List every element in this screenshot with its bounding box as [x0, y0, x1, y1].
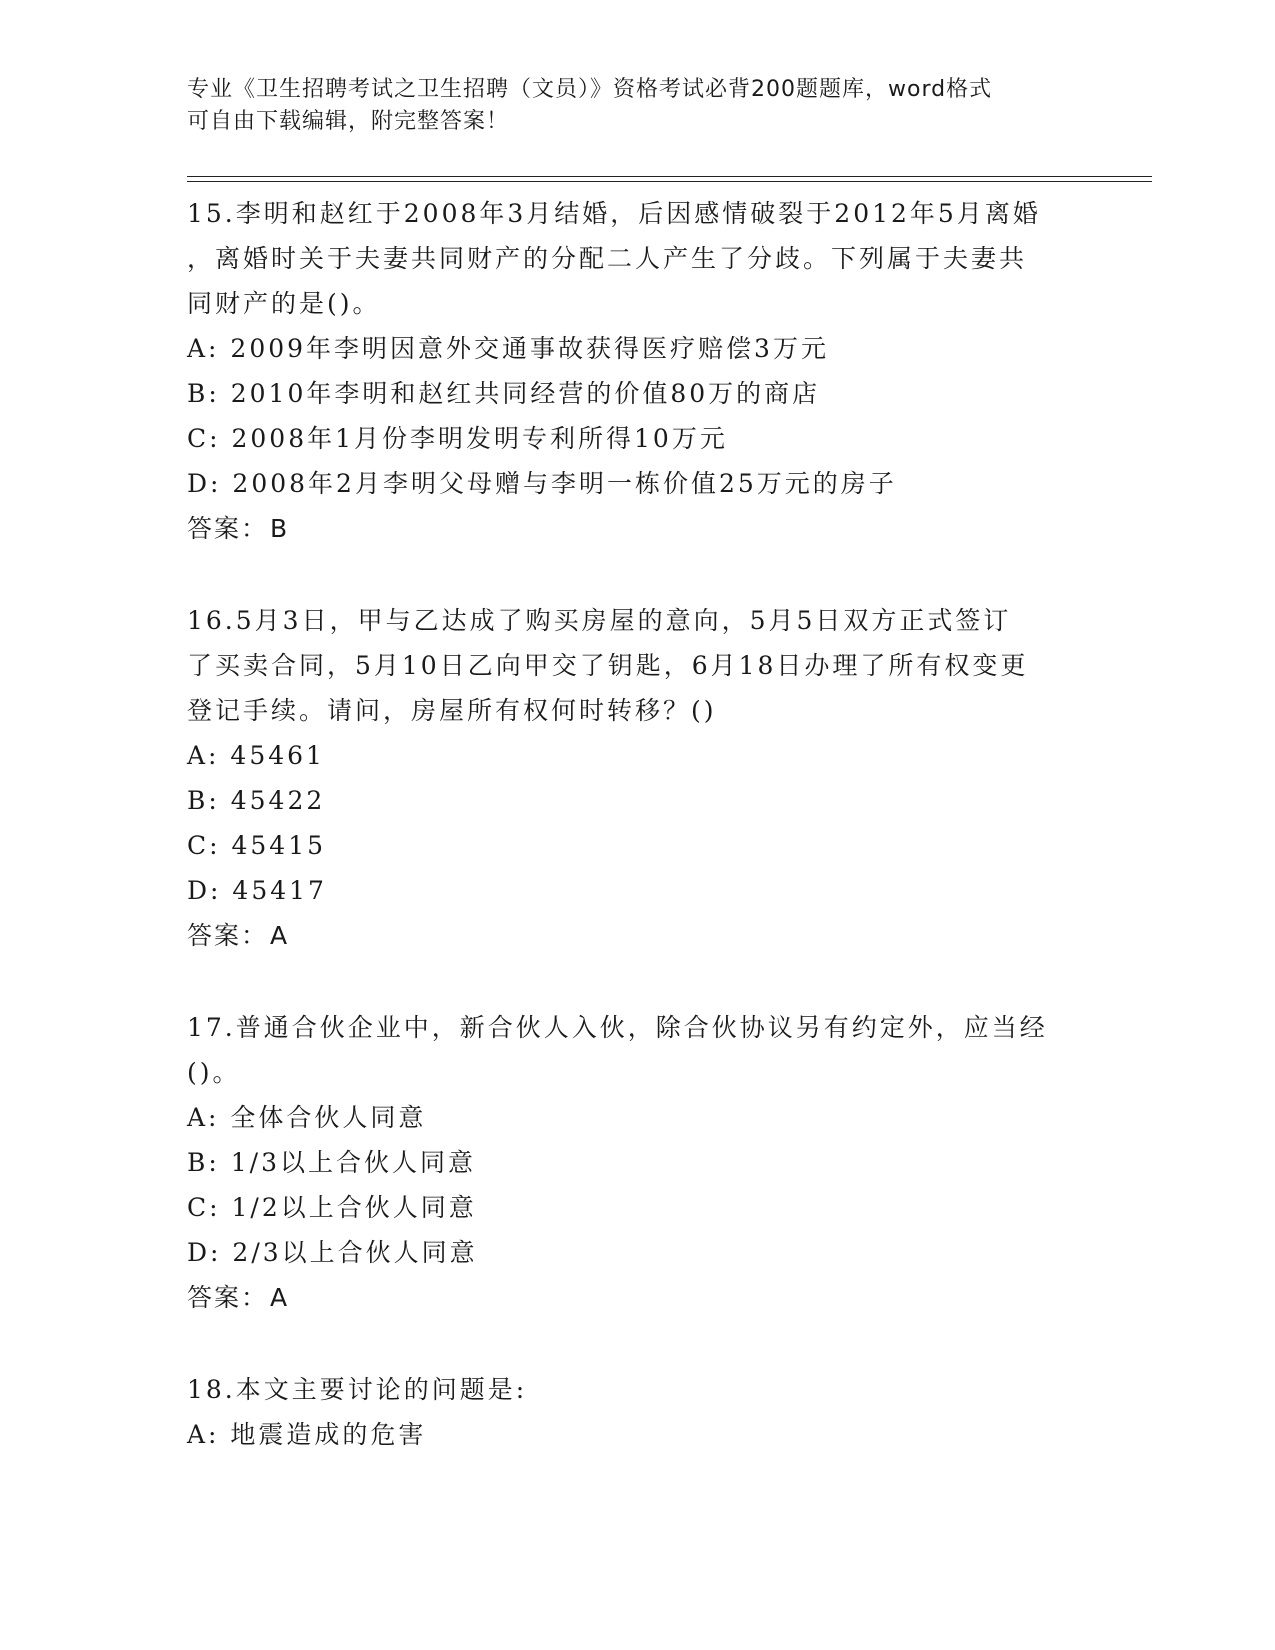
- header-line-1: 专业《卫生招聘考试之卫生招聘（文员）》资格考试必背200题题库，word格式: [187, 77, 993, 102]
- answer-line: [187, 1275, 1087, 1320]
- option-b: B: 2010年李明和赵红共同经营的价值80万的商店: [187, 379, 821, 408]
- option-d: D: 45417: [187, 876, 327, 905]
- question-stem-line: ()。: [187, 1058, 241, 1087]
- question-15: [187, 191, 1087, 551]
- option-b: B: 1/3以上合伙人同意: [187, 1148, 476, 1177]
- option-a: A: 45461: [187, 741, 325, 770]
- answer-value: A: [270, 1283, 290, 1312]
- question-stem-line: ，离婚时关于夫妻共同财产的分配二人产生了分歧。下列属于夫妻共: [187, 244, 1028, 273]
- question-16: [187, 598, 1087, 958]
- option-d: D: 2008年2月李明父母赠与李明一栋价值25万元的房子: [187, 469, 897, 498]
- document-header: [187, 74, 1087, 138]
- header-line-2: 可自由下载编辑，附完整答案！: [187, 109, 510, 134]
- answer-line: [187, 913, 1087, 958]
- question-stem-line: 同财产的是()。: [187, 289, 381, 318]
- header-divider-bottom: [187, 181, 1152, 182]
- question-stem-line: 17.普通合伙企业中，新合伙人入伙，除合伙协议另有约定外，应当经: [187, 1013, 1048, 1042]
- option-a: A: 地震造成的危害: [187, 1420, 427, 1449]
- question-stem-line: 18.本文主要讨论的问题是:: [187, 1375, 528, 1404]
- question-stem-line: 了买卖合同，5月10日乙向甲交了钥匙，6月18日办理了所有权变更: [187, 651, 1029, 680]
- option-b: B: 45422: [187, 786, 326, 815]
- answer-value: A: [270, 921, 290, 950]
- answer-label: 答案：: [187, 921, 269, 950]
- question-stem-line: 15.李明和赵红于2008年3月结婚，后因感情破裂于2012年5月离婚: [187, 199, 1041, 228]
- header-divider-top: [187, 176, 1152, 177]
- option-c: C: 1/2以上合伙人同意: [187, 1193, 477, 1222]
- option-d: D: 2/3以上合伙人同意: [187, 1238, 478, 1267]
- option-a: A: 2009年李明因意外交通事故获得医疗赔偿3万元: [187, 334, 829, 363]
- answer-value: B: [270, 514, 290, 543]
- option-c: C: 45415: [187, 831, 327, 860]
- answer-line: [187, 506, 1087, 551]
- question-17: [187, 1005, 1087, 1320]
- answer-label: 答案：: [187, 514, 269, 543]
- option-a: A: 全体合伙人同意: [187, 1103, 427, 1132]
- answer-label: 答案：: [187, 1283, 269, 1312]
- option-c: C: 2008年1月份李明发明专利所得10万元: [187, 424, 728, 453]
- question-stem-line: 16.5月3日，甲与乙达成了购买房屋的意向，5月5日双方正式签订: [187, 606, 1012, 635]
- question-stem-line: 登记手续。请问，房屋所有权何时转移？(): [187, 696, 717, 725]
- question-list: [187, 191, 1087, 1457]
- question-18: [187, 1367, 1087, 1457]
